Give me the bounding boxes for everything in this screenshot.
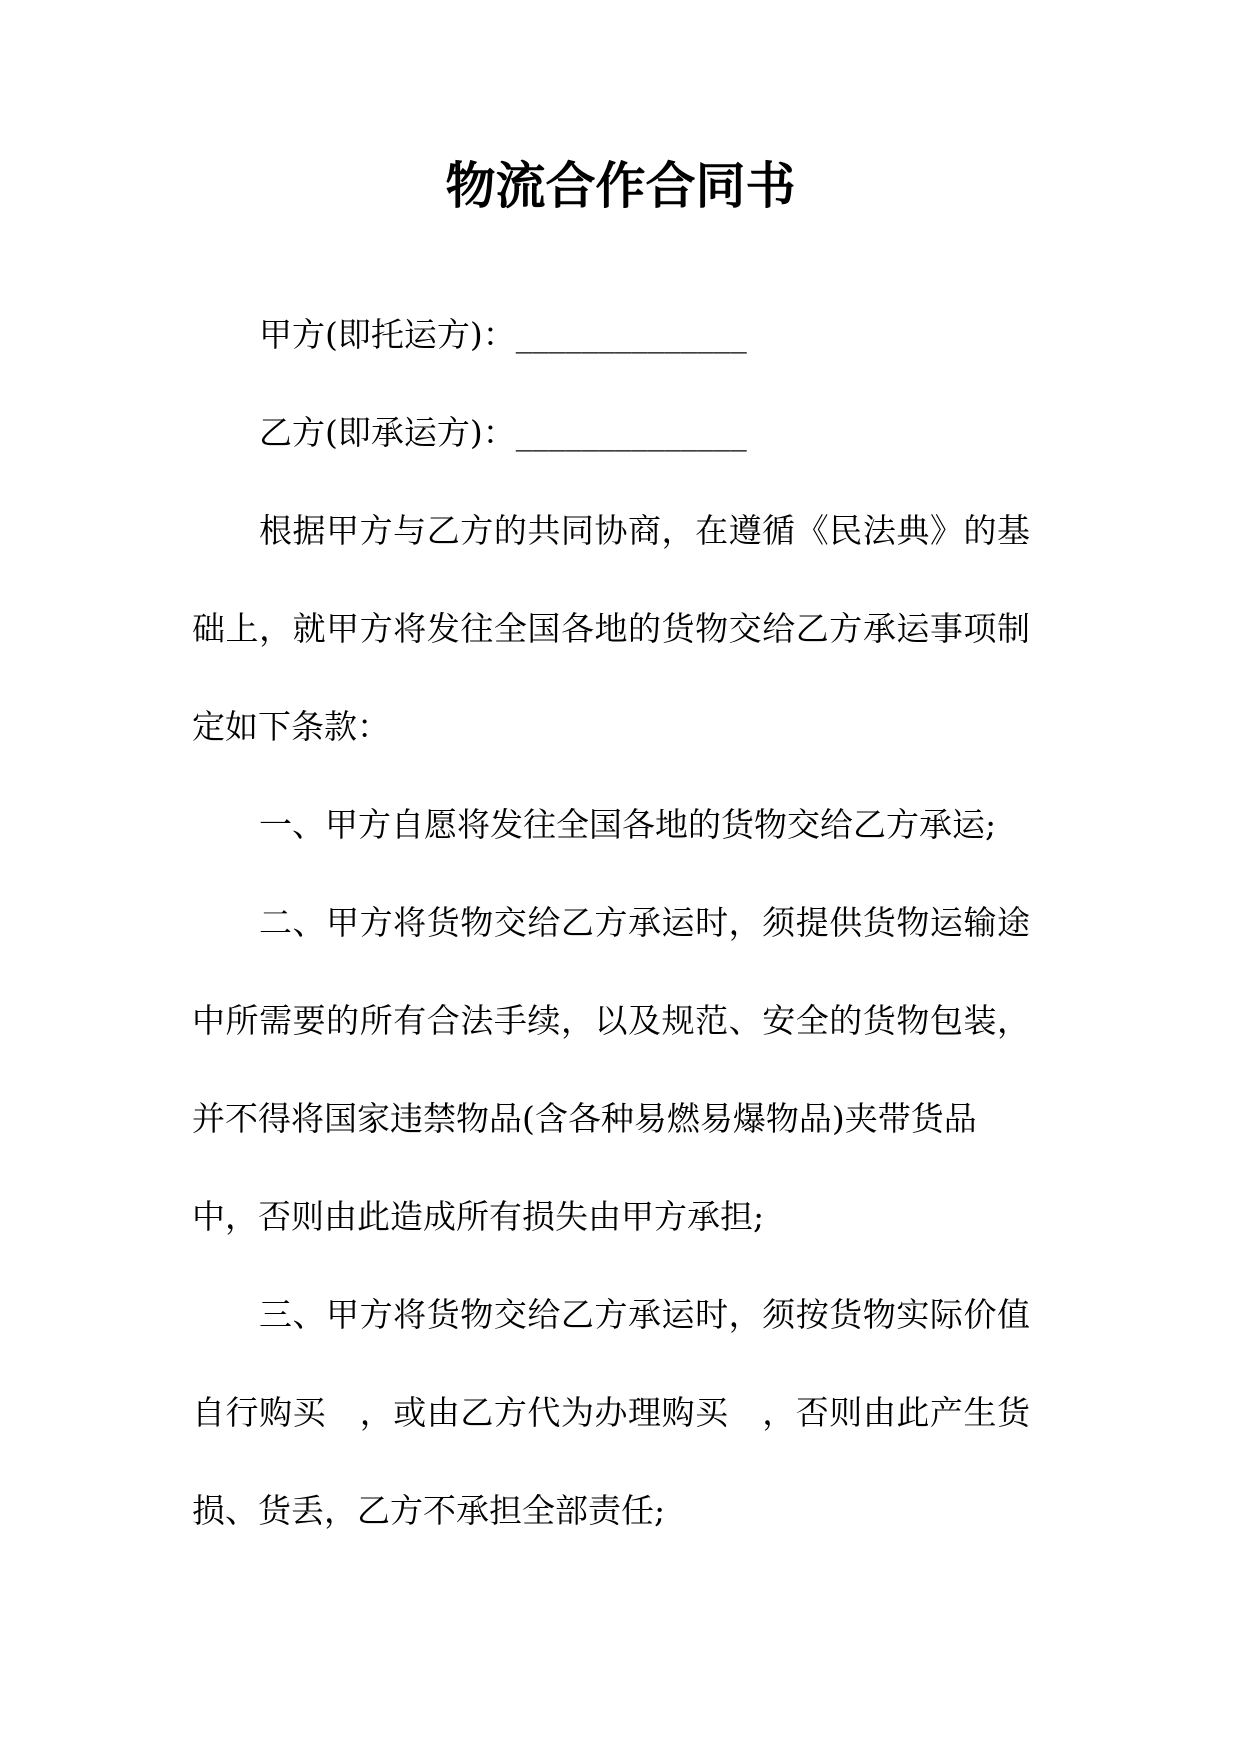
document-body: [192, 286, 1030, 1560]
clause-2-line: 并不得将国家违禁物品(含各种易燃易爆物品)夹带货品: [192, 1099, 977, 1138]
clause-2-line: 二、甲方将货物交给乙方承运时，须提供货物运输途: [259, 903, 1030, 942]
clause-3-line: 三、甲方将货物交给乙方承运时，须按货物实际价值: [259, 1295, 1030, 1334]
preamble-line: 础上，就甲方将发往全国各地的货物交给乙方承运事项制: [192, 609, 1030, 648]
clause-2-line: 中，否则由此造成所有损失由甲方承担;: [192, 1197, 765, 1236]
clause-3-line: 损、货丢，乙方不承担全部责任;: [192, 1491, 666, 1530]
preamble-line: 定如下条款：: [192, 707, 390, 746]
clause-1-line: 一、甲方自愿将发往全国各地的货物交给乙方承运;: [259, 805, 997, 844]
clause-3-line: 自行购买 ，或由乙方代为办理购买 ，否则由此产生货: [192, 1393, 1030, 1432]
party-a-line: 甲方(即托运方)：______________: [259, 315, 747, 354]
preamble-line: 根据甲方与乙方的共同协商，在遵循《民法典》的基: [259, 511, 1030, 550]
clause-2-line: 中所需要的所有合法手续，以及规范、安全的货物包装，: [192, 1001, 1030, 1040]
party-b-line: 乙方(即承运方)：______________: [259, 413, 747, 452]
document-title: 物流合作合同书: [445, 156, 796, 215]
